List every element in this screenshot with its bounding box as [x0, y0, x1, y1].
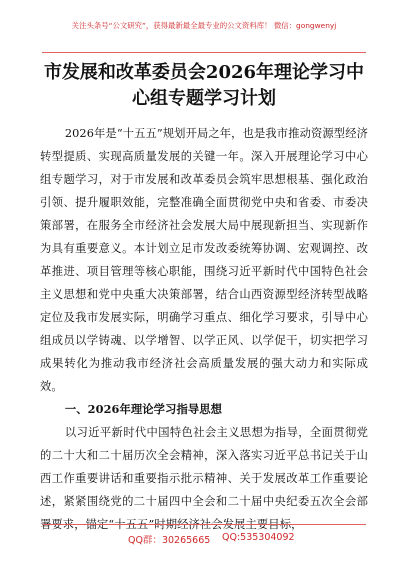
paragraph-intro: 2026年是“十五五”规划开局之年，也是我市推动资源型经济转型提质、实现高质量发展的关键一年。深入开展理论学习中心组专题学习，对于市发展和改革委员会筑牢思想根基、强化政治引领、提升履职效能，完整准确全面贯彻党中央和省委、市委决策部署，在服务全市经济社会发展大局中展现新担当、实现新作为具有重要意义。本计划立足市发改委统筹协调、宏观调控、改革推进、项目管理等核心职能，围绕习近平新时代中国特色社会主义思想和党中央重大决策部署，结合山西资源型经济转型战略定位及我市发展实际，明确学习重点、细化学习要求，引导中心组成员以学铸魂、以学增智、以学正风、以学促干，切实把学习成果转化为推动我市经济社会高质量发展的强大动力和实际成效。 [40, 127, 368, 393]
qq-number-text: QQ:535304092 [222, 532, 295, 543]
banner-text: 关注头条号“公文研究”，获得最新最全最专业的公文资料库！ 微信：gongwenyj [71, 21, 337, 30]
qq-group-text: QQ群：30265665 [128, 535, 211, 546]
section-heading-1: 一、2026年理论学习指导思想 [64, 402, 223, 416]
footer-divider [42, 524, 366, 525]
document-body [40, 122, 368, 536]
title-line-1: 市发展和改革委员会2026年理论学习中 [43, 62, 365, 83]
header-banner [0, 0, 408, 52]
document-title [40, 60, 368, 112]
header-divider [42, 52, 366, 53]
title-line-2: 心组专题学习计划 [132, 88, 276, 109]
paragraph-guiding-thought: 以习近平新时代中国特色社会主义思想为指导，全面贯彻党的二十大和二十届历次全会精神，深入落实习近平总书记关于山西工作重要讲话和重要指示批示精神、关于发展改革工作重要论述，紧紧围绕党的二十届四中全会和二十届中央纪委五次全会部署要求，锚定“十五五”时期经济社会发展主要目标， [40, 426, 368, 531]
